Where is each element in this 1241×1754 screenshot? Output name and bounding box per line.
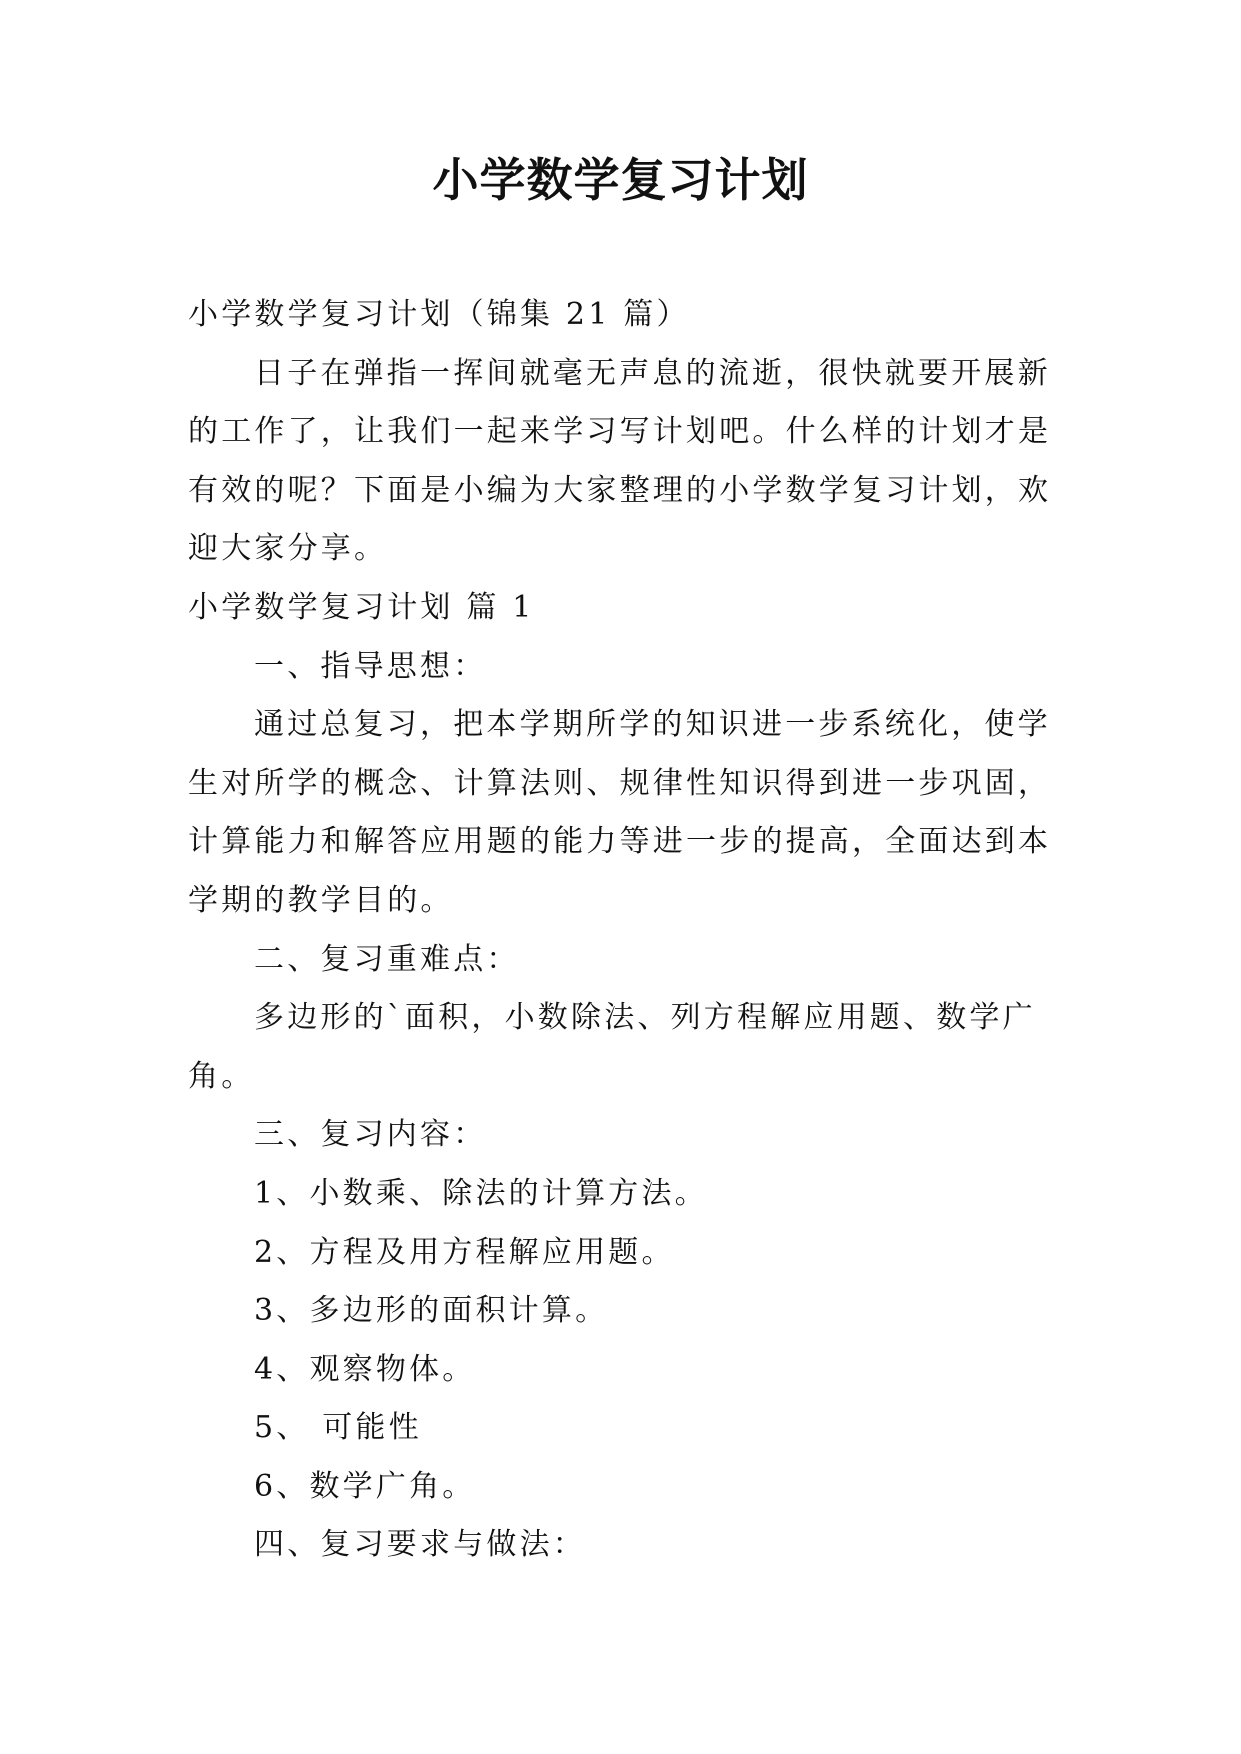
document-title: 小学数学复习计划 — [432, 153, 809, 207]
heading-review-content: 三、复习内容： — [254, 1117, 487, 1153]
heading-guiding-idea: 一、指导思想： — [254, 648, 487, 684]
section-heading: 小学数学复习计划 篇 1 — [188, 589, 535, 625]
key-points-paragraph: 多边形的`面积，小数除法、列方程解应用题、数学广角。 — [188, 1000, 1036, 1094]
guiding-idea-paragraph: 通过总复习，把本学期所学的知识进一步系统化，使学生对所学的概念、计算法则、规律性知识得到进一步巩固，计算能力和解答应用题的能力等进一步的提高，全面达到本学期的教学目的。 — [188, 707, 1052, 918]
list-item: 5、 可能性 — [254, 1410, 422, 1446]
list-item: 4、观察物体。 — [254, 1351, 476, 1387]
heading-review-requirements: 四、复习要求与做法： — [254, 1527, 586, 1563]
list-item: 1、小数乘、除法的计算方法。 — [254, 1175, 708, 1211]
intro-paragraph: 日子在弹指一挥间就毫无声息的流逝，很快就要开展新的工作了，让我们一起来学习写计划吧。什么样的计划才是有效的呢？下面是小编为大家整理的小学数学复习计划，欢迎大家分享。 — [188, 355, 1052, 567]
document-body — [188, 286, 1068, 1575]
list-item: 3、多边形的面积计算。 — [254, 1293, 609, 1329]
document-subtitle: 小学数学复习计划（锦集 21 篇） — [188, 297, 690, 332]
heading-key-points: 二、复习重难点： — [254, 941, 520, 977]
list-item: 2、方程及用方程解应用题。 — [254, 1234, 675, 1270]
list-item: 6、数学广角。 — [254, 1468, 476, 1504]
